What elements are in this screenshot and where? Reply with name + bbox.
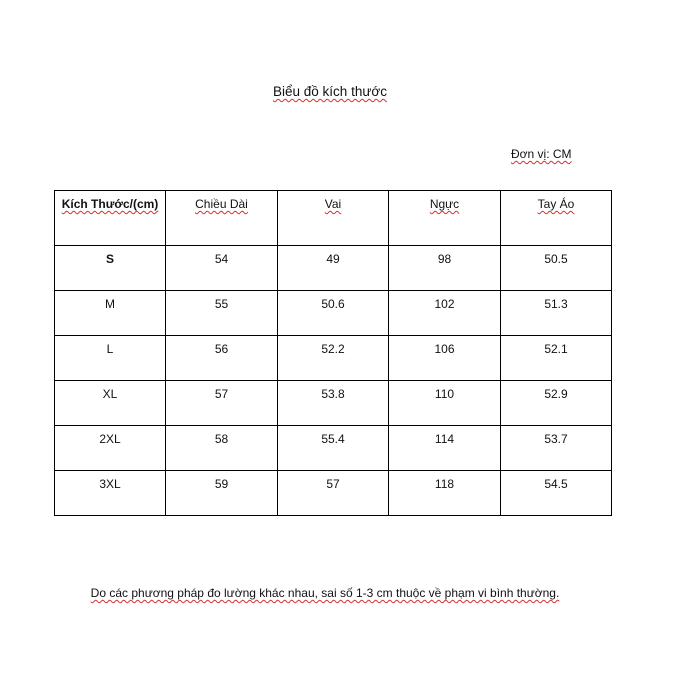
length-cell: 55 [166, 291, 278, 336]
chest-cell: 106 [389, 336, 501, 381]
measurement-note [70, 583, 580, 603]
header-row [55, 191, 612, 246]
note-text: Do các phương pháp đo lường khác nhau, sai số 1-3 cm thuộc về phạm vi bình thường. [90, 586, 560, 600]
table-row [55, 426, 612, 471]
chest-cell: 110 [389, 381, 501, 426]
chest-cell: 118 [389, 471, 501, 516]
title-text: Biểu đồ kích thước [273, 84, 387, 99]
chest-cell: 102 [389, 291, 501, 336]
header-size: Kích Thước/(cm) [55, 191, 166, 246]
header-length: Chiều Dài [166, 191, 278, 246]
shoulder-cell: 50.6 [278, 291, 389, 336]
shoulder-cell: 57 [278, 471, 389, 516]
sleeve-cell: 53.7 [501, 426, 612, 471]
sleeve-cell: 54.5 [501, 471, 612, 516]
unit-label [511, 147, 572, 161]
length-cell: 58 [166, 426, 278, 471]
table-row [55, 291, 612, 336]
table-row [55, 336, 612, 381]
shoulder-cell: 52.2 [278, 336, 389, 381]
size-cell: 3XL [55, 471, 166, 516]
chart-title [0, 84, 660, 99]
length-cell: 57 [166, 381, 278, 426]
sleeve-cell: 52.1 [501, 336, 612, 381]
chest-cell: 98 [389, 246, 501, 291]
shoulder-cell: 53.8 [278, 381, 389, 426]
length-cell: 59 [166, 471, 278, 516]
size-cell: M [55, 291, 166, 336]
unit-text: Đơn vị: CM [511, 147, 572, 161]
table-row [55, 246, 612, 291]
size-cell: XL [55, 381, 166, 426]
length-cell: 54 [166, 246, 278, 291]
header-shoulder: Vai [278, 191, 389, 246]
table-row [55, 471, 612, 516]
size-cell: L [55, 336, 166, 381]
header-sleeve: Tay Áo [501, 191, 612, 246]
size-table [54, 190, 612, 516]
header-chest: Ngực [389, 191, 501, 246]
table-row [55, 381, 612, 426]
size-cell: 2XL [55, 426, 166, 471]
shoulder-cell: 49 [278, 246, 389, 291]
chest-cell: 114 [389, 426, 501, 471]
sleeve-cell: 51.3 [501, 291, 612, 336]
sleeve-cell: 52.9 [501, 381, 612, 426]
size-cell: S [55, 246, 166, 291]
shoulder-cell: 55.4 [278, 426, 389, 471]
length-cell: 56 [166, 336, 278, 381]
sleeve-cell: 50.5 [501, 246, 612, 291]
